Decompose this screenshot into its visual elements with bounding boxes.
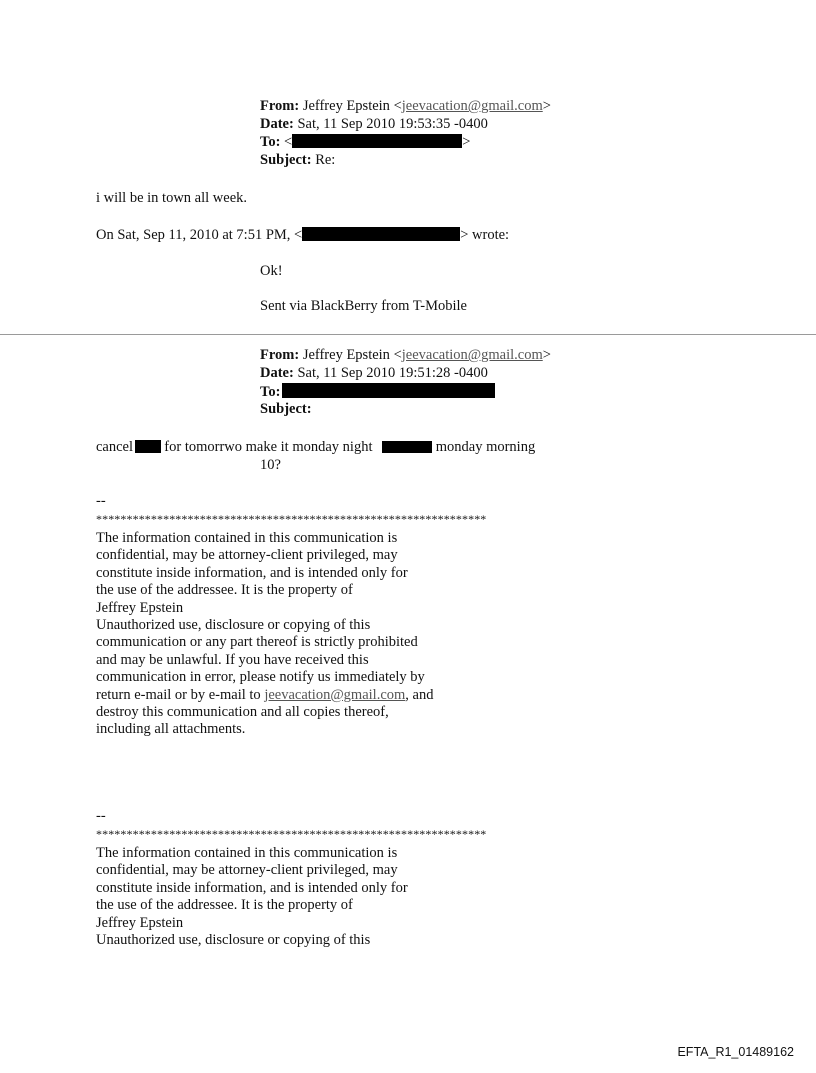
msg1-from-email-link[interactable]: jeevacation@gmail.com — [401, 98, 543, 114]
disclaimer2-text — [96, 845, 408, 949]
msg2-body-mid: for tomorrwo make it monday night — [164, 439, 373, 455]
msg1-subject-line — [260, 152, 335, 169]
msg2-date-line — [260, 365, 488, 382]
msg2-from-email-link[interactable]: jeevacation@gmail.com — [401, 347, 543, 363]
disclaimer1-line: constitute inside information, and is intended only for — [96, 564, 408, 581]
msg1-quote-intro-prefix: On Sat, Sep 11, 2010 at 7:51 PM, — [96, 227, 291, 243]
msg1-quote-intro-suffix: wrote: — [472, 227, 510, 243]
msg1-subject-value: Re: — [315, 152, 336, 168]
disclaimer1-line: communication in error, please notify us immediately by — [96, 669, 425, 686]
msg1-from-name: Jeffrey Epstein — [302, 98, 390, 114]
disclaimer2-line: Jeffrey Epstein — [96, 914, 184, 931]
disclaimer2-line: constitute inside information, and is intended only for — [96, 879, 408, 896]
msg2-body-line-2: 10? — [260, 457, 281, 473]
msg2-body-cancel: cancel — [96, 439, 134, 455]
disclaimer1-line: The information contained in this communication is — [96, 530, 398, 546]
msg1-from-label: From: — [260, 98, 300, 114]
disclaimer2-sig-dash: -- — [96, 808, 106, 824]
msg1-to-line: To: < > — [260, 134, 471, 150]
disclaimer1-line: the use of the addressee. It is the property of — [96, 582, 353, 599]
disclaimer1-line: including all attachments. — [96, 721, 246, 738]
msg1-body: i will be in town all week. — [96, 190, 248, 206]
msg2-body-redaction-2 — [382, 441, 432, 453]
disclaimer1-return-prefix: return e-mail or by e-mail to — [96, 686, 261, 703]
msg1-date-value: Sat, 11 Sep 2010 19:53:35 -0400 — [297, 116, 488, 132]
disclaimer1-return-suffix: , and — [405, 686, 434, 703]
disclaimer2-line: The information contained in this communication is — [96, 845, 398, 861]
document-id: EFTA_R1_01489162 — [677, 1045, 794, 1059]
msg1-quote-line-2: Sent via BlackBerry from T-Mobile — [260, 298, 467, 314]
msg2-date-label: Date: — [260, 365, 294, 381]
disclaimer2-line: the use of the addressee. It is the property of — [96, 897, 353, 914]
msg2-to-redaction — [282, 383, 495, 398]
disclaimer2-line: confidential, may be attorney-client privileged, may — [96, 862, 398, 879]
disclaimer1-line: communication or any part thereof is strictly prohibited — [96, 634, 418, 651]
msg2-from-label: From: — [260, 347, 300, 363]
msg2-body-redaction-1 — [135, 440, 161, 453]
msg1-quote-intro: On Sat, Sep 11, 2010 at 7:51 PM, < > wrote: — [96, 227, 510, 243]
msg2-subject-line — [260, 401, 312, 418]
msg2-to-label: To: — [260, 384, 281, 400]
msg1-quote-redaction — [302, 227, 460, 241]
disclaimer1-return-line — [96, 687, 433, 704]
message-divider — [0, 334, 816, 335]
msg2-body-line-1 — [96, 439, 535, 456]
disclaimer1-sig-dash: -- — [96, 493, 106, 509]
msg2-subject-label: Subject: — [260, 401, 312, 417]
disclaimer1-return-email-link[interactable]: jeevacation@gmail.com — [264, 686, 406, 703]
disclaimer1-line: Unauthorized use, disclosure or copying of this — [96, 617, 371, 634]
msg2-from-name: Jeffrey Epstein — [302, 347, 390, 363]
msg1-date-line — [260, 116, 488, 133]
disclaimer2-line: Unauthorized use, disclosure or copying of this — [96, 932, 371, 949]
disclaimer1-line: and may be unlawful. If you have received this — [96, 651, 369, 668]
msg2-date-value: Sat, 11 Sep 2010 19:51:28 -0400 — [297, 365, 488, 381]
disclaimer2-stars: **************************************************************** — [96, 827, 487, 841]
disclaimer1-stars: **************************************************************** — [96, 512, 487, 526]
disclaimer1-line: destroy this communication and all copies thereof, — [96, 704, 389, 721]
disclaimer1-line: confidential, may be attorney-client privileged, may — [96, 547, 398, 564]
disclaimer1-text — [96, 530, 433, 739]
msg1-date-label: Date: — [260, 116, 294, 132]
msg1-subject-label: Subject: — [260, 152, 312, 168]
msg2-body-end: monday morning — [435, 439, 536, 455]
msg1-from-line: From: Jeffrey Epstein <jeevacation@gmail.com> — [260, 98, 551, 114]
msg2-from-line: From: Jeffrey Epstein <jeevacation@gmail.com> — [260, 347, 551, 363]
msg2-to-line — [260, 383, 495, 401]
msg1-to-redaction — [292, 134, 462, 148]
msg1-quote-line-1: Ok! — [260, 263, 283, 279]
disclaimer1-line: Jeffrey Epstein — [96, 599, 184, 616]
msg1-to-label: To: — [260, 134, 281, 150]
